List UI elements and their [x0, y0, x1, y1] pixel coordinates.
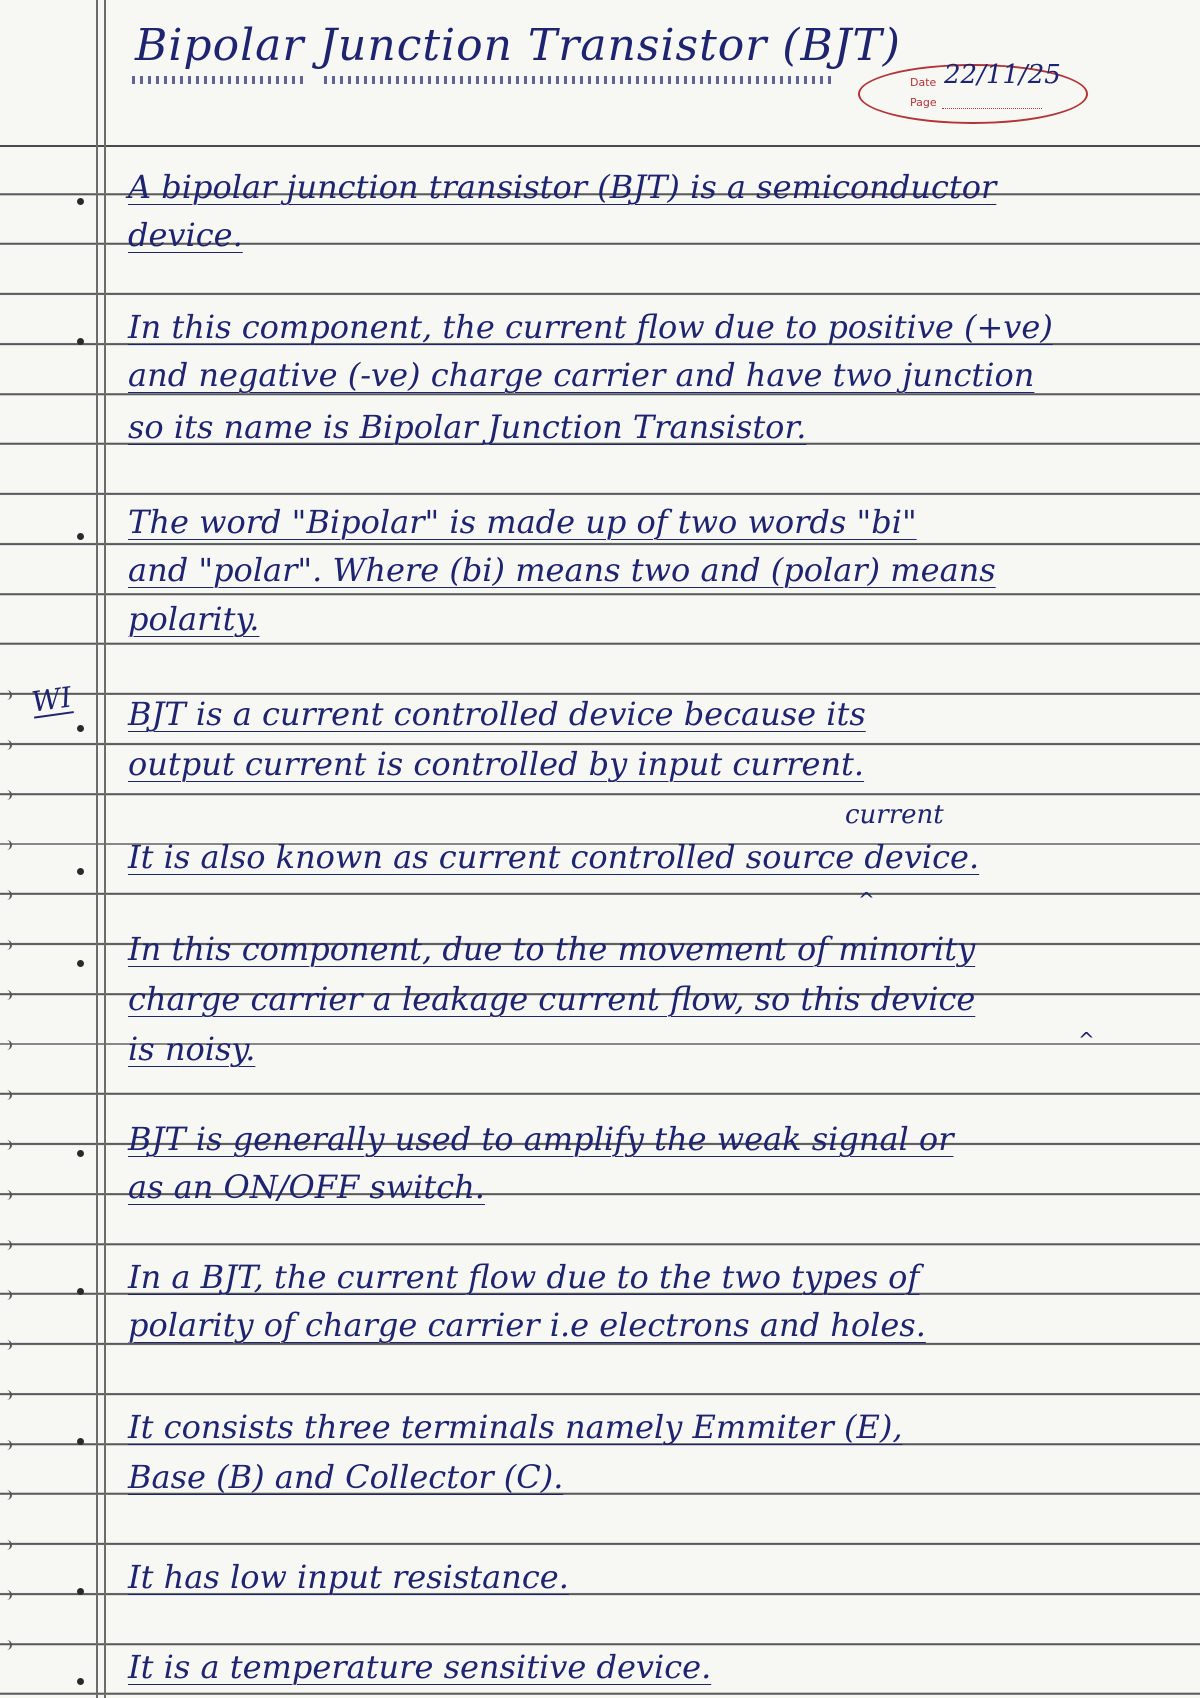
- binding-tick: [0, 1440, 12, 1450]
- date-label: Date: [910, 76, 937, 89]
- binding-tick: [0, 890, 12, 900]
- note-line: It has low input resistance.: [128, 1558, 569, 1596]
- bullet-dot: [77, 1288, 84, 1295]
- margin-line: [104, 0, 106, 1698]
- binding-tick: [0, 690, 12, 700]
- binding-tick: [0, 1190, 12, 1200]
- note-line: and negative (-ve) charge carrier and have two junction: [128, 356, 1035, 394]
- note-line: In this component, due to the movement of minority: [128, 930, 976, 968]
- note-line: In this component, the current flow due to positive (+ve): [128, 308, 1053, 346]
- bullet-dot: [77, 868, 84, 875]
- note-line: and "polar". Where (bi) means two and (polar) means: [128, 551, 996, 589]
- note-line: A bipolar junction transistor (BJT) is a semiconductor: [128, 168, 997, 206]
- margin-annotation: WI: [29, 680, 74, 719]
- page-number-line: [942, 108, 1042, 109]
- bullet-dot: [77, 1438, 84, 1445]
- binding-tick: [0, 940, 12, 950]
- inserted-word: current: [845, 800, 944, 830]
- note-line: BJT is generally used to amplify the weak signal or: [128, 1120, 954, 1158]
- binding-tick: [0, 1540, 12, 1550]
- note-line: It is a temperature sensitive device.: [128, 1648, 712, 1686]
- bullet-dot: [77, 1150, 84, 1157]
- note-line: polarity.: [128, 600, 260, 638]
- bullet-dot: [77, 725, 84, 732]
- note-line: Base (B) and Collector (C).: [128, 1458, 564, 1496]
- date-value: 22/11/25: [944, 60, 1061, 90]
- note-line: polarity of charge carrier i.e electrons and holes.: [128, 1306, 926, 1344]
- bullet-dot: [77, 960, 84, 967]
- binding-tick: [0, 740, 12, 750]
- binding-tick: [0, 1640, 12, 1650]
- date-stamp: [858, 58, 1088, 130]
- binding-tick: [0, 1090, 12, 1100]
- title-underline: [132, 76, 832, 84]
- margin-line: [96, 0, 98, 1698]
- bullet-dot: [77, 533, 84, 540]
- insertion-caret: ^: [1078, 1028, 1095, 1052]
- note-line: device.: [128, 216, 243, 254]
- note-line: output current is controlled by input current.: [128, 745, 865, 783]
- binding-tick: [0, 1490, 12, 1500]
- bullet-dot: [77, 198, 84, 205]
- binding-tick: [0, 1590, 12, 1600]
- binding-tick: [0, 1040, 12, 1050]
- binding-tick: [0, 1240, 12, 1250]
- binding-tick: [0, 1140, 12, 1150]
- insertion-caret: ^: [858, 888, 875, 912]
- bullet-dot: [77, 1588, 84, 1595]
- header-rule: [0, 145, 1200, 147]
- note-line: so its name is Bipolar Junction Transistor.: [128, 408, 807, 446]
- note-line: BJT is a current controlled device because its: [128, 695, 866, 733]
- binding-tick: [0, 1390, 12, 1400]
- binding-edge: [0, 0, 12, 1698]
- bullet-dot: [77, 338, 84, 345]
- note-line: as an ON/OFF switch.: [128, 1168, 485, 1206]
- note-line: In a BJT, the current flow due to the two types of: [128, 1258, 920, 1296]
- bullet-dot: [77, 1678, 84, 1685]
- binding-tick: [0, 790, 12, 800]
- binding-tick: [0, 990, 12, 1000]
- note-line: The word "Bipolar" is made up of two words "bi": [128, 503, 917, 541]
- note-line: It consists three terminals namely Emmiter (E),: [128, 1408, 903, 1446]
- binding-tick: [0, 1290, 12, 1300]
- note-line: charge carrier a leakage current flow, so this device: [128, 980, 976, 1018]
- binding-tick: [0, 840, 12, 850]
- binding-tick: [0, 1340, 12, 1350]
- note-line: It is also known as current controlled source device.: [128, 838, 980, 876]
- page-label: Page: [910, 96, 937, 109]
- note-line: is noisy.: [128, 1030, 256, 1068]
- page-title: Bipolar Junction Transistor (BJT): [135, 20, 901, 71]
